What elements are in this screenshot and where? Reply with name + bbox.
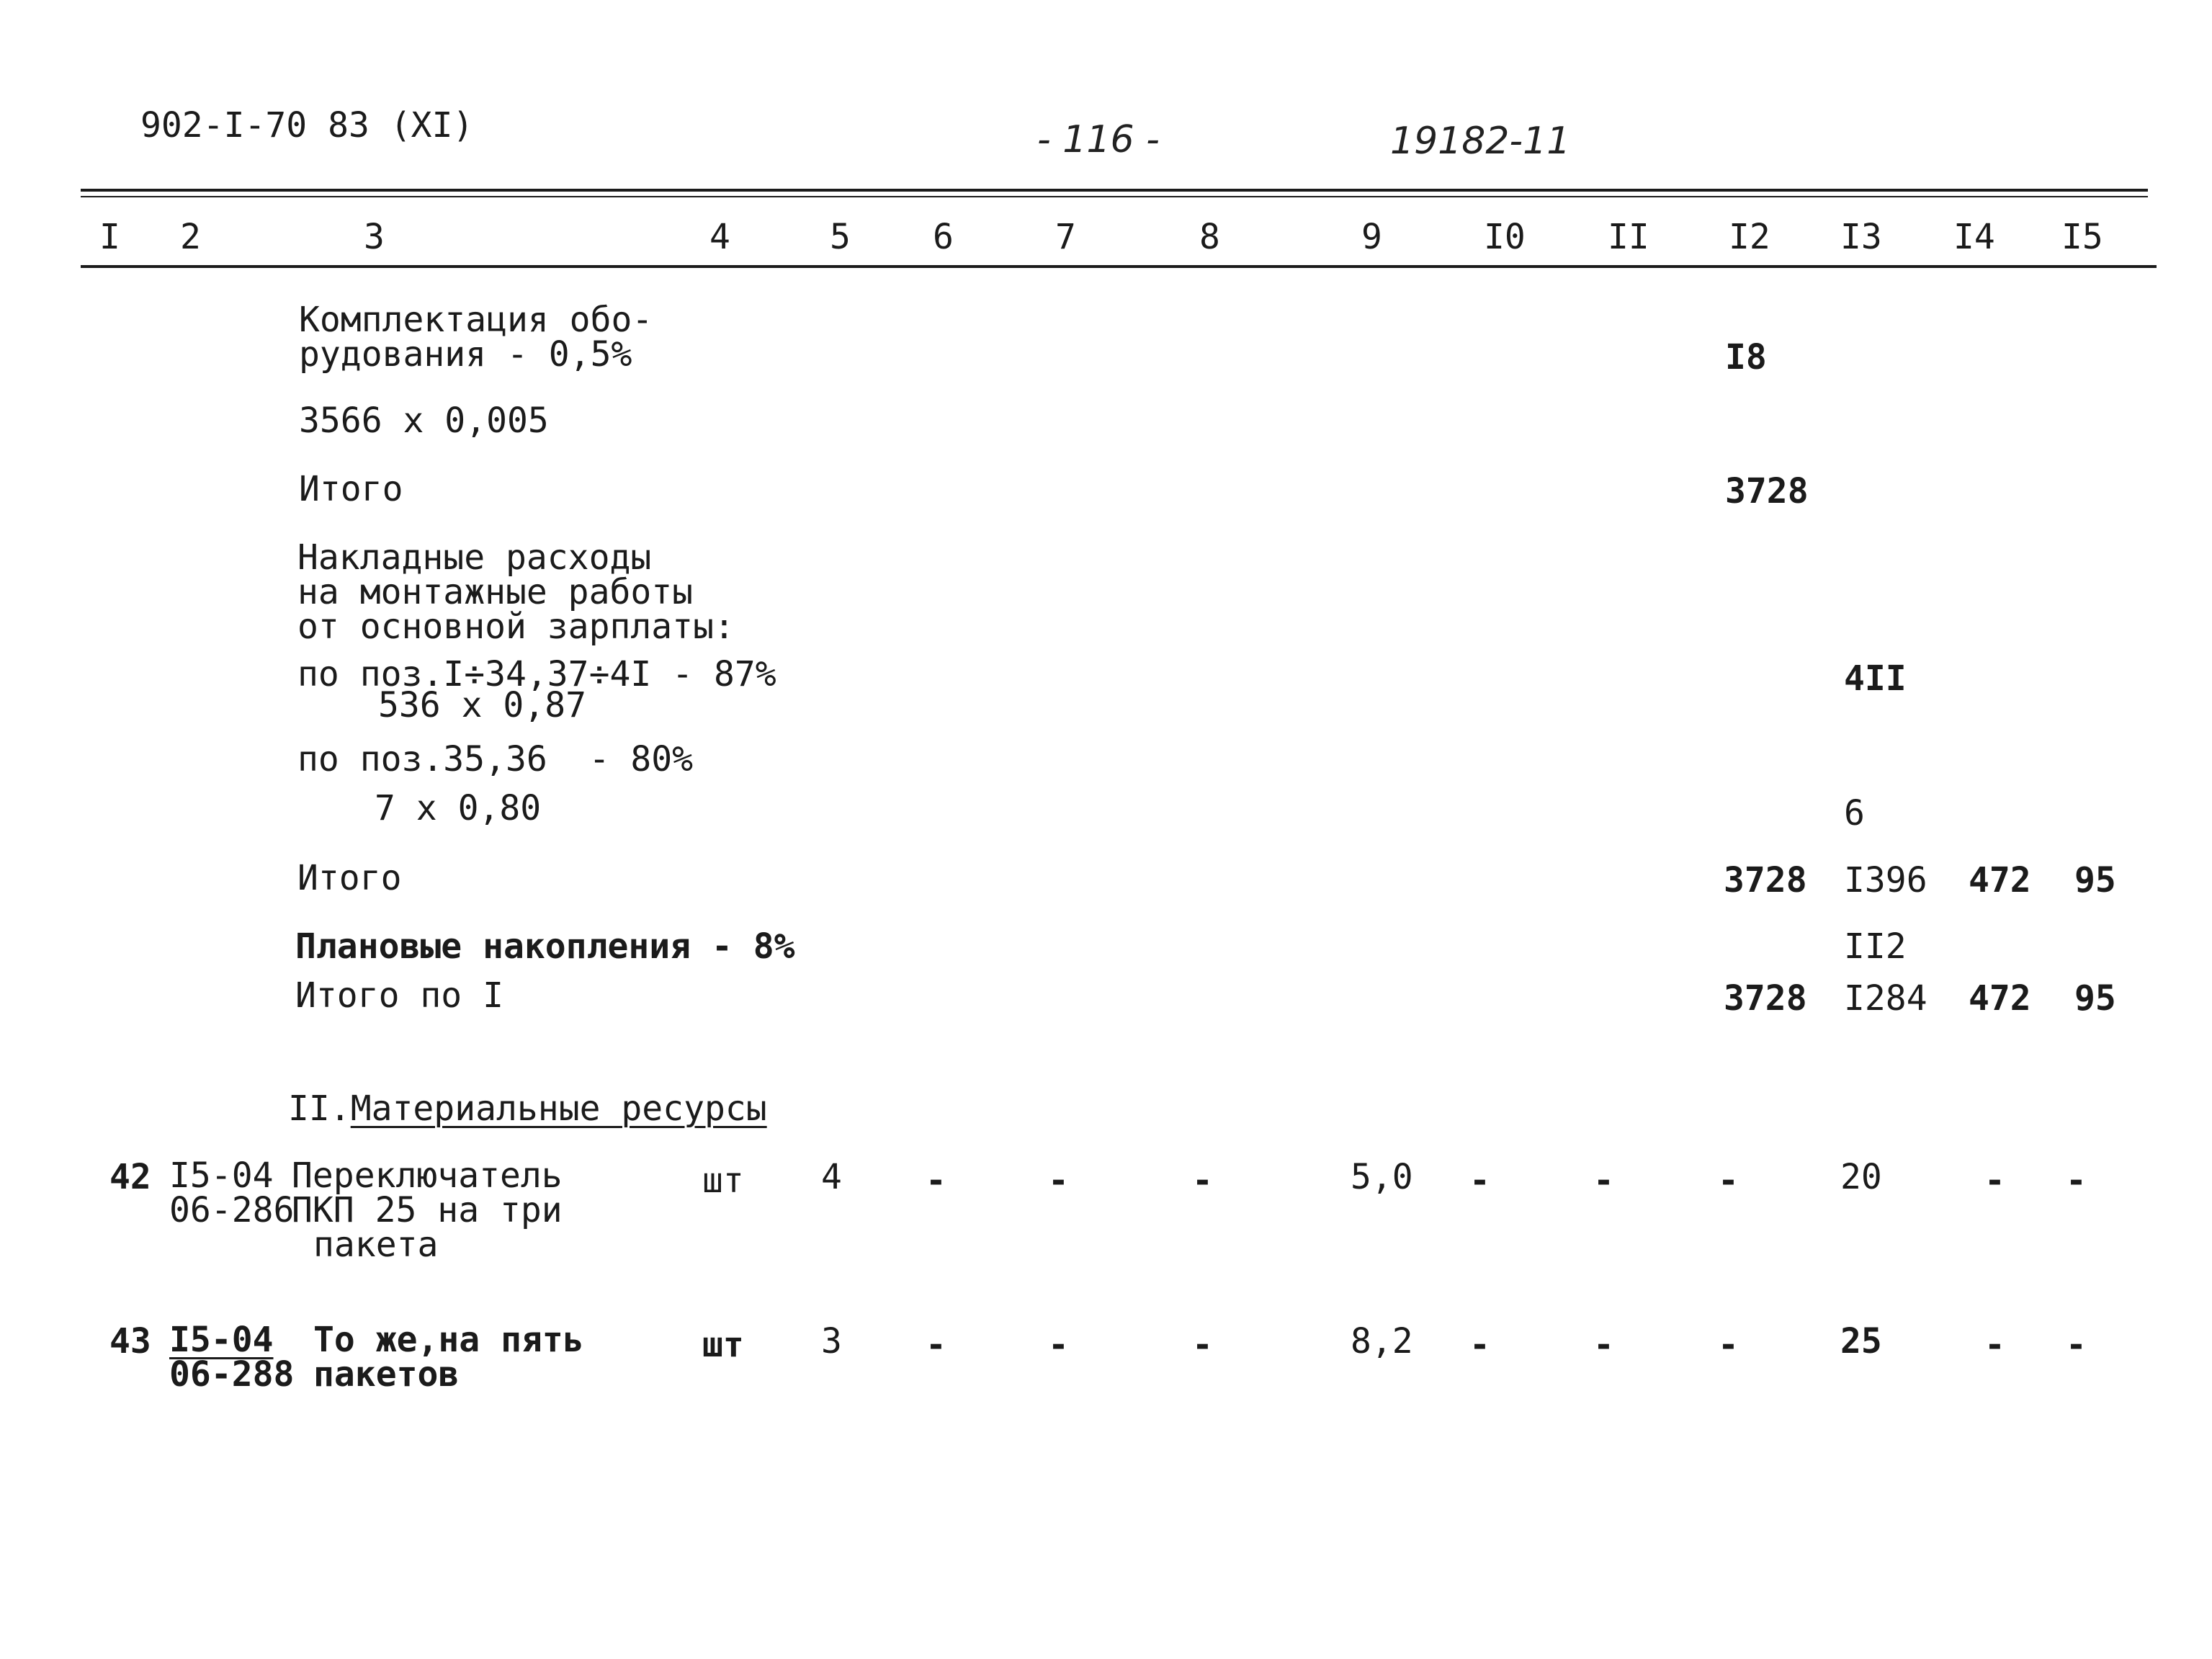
- row-col7: -: [1048, 1325, 1069, 1365]
- column-header: I4: [1953, 217, 1995, 257]
- row-col6: -: [926, 1161, 946, 1201]
- overhead-pos2-calc: 7 x 0,80: [375, 788, 542, 828]
- overhead-pos2-value: 6: [1844, 793, 1865, 833]
- subtotal-col15: 95: [2074, 860, 2116, 900]
- column-header: I3: [1840, 217, 1882, 257]
- section-total-col12: 3728: [1724, 978, 1807, 1019]
- column-header: 6: [933, 217, 954, 257]
- top-rule: [81, 189, 2148, 192]
- row-unit: шт: [702, 1325, 744, 1365]
- row-col15: -: [2066, 1161, 2087, 1201]
- section-heading: [288, 1088, 767, 1129]
- row-col8: -: [1192, 1161, 1213, 1201]
- page-number: - 116 -: [1037, 118, 1160, 161]
- section-total-col15: 95: [2074, 978, 2116, 1019]
- subtotal-col14: 472: [1969, 860, 2031, 900]
- section-total-col13: I284: [1844, 978, 1927, 1019]
- column-header: II: [1608, 217, 1649, 257]
- row-col15: -: [2066, 1325, 2087, 1365]
- column-header: 4: [709, 217, 730, 257]
- subtotal-label: Итого: [297, 858, 402, 898]
- subtotal-col12: 3728: [1724, 860, 1807, 900]
- column-header: I2: [1729, 217, 1770, 257]
- column-header: I5: [2061, 217, 2103, 257]
- row-col11: -: [1593, 1325, 1614, 1365]
- equipment-label: Комплектация обо- рудования - 0,5%: [299, 300, 653, 375]
- row-col9: 5,0: [1351, 1157, 1413, 1197]
- row-number: 43: [109, 1321, 151, 1361]
- overhead-pos1-calc: 536 x 0,87: [378, 685, 586, 725]
- section-heading-text: Материальные ресурсы: [350, 1088, 767, 1129]
- total-label: Итого: [299, 469, 403, 509]
- column-header: 5: [830, 217, 851, 257]
- section-total-label: Итого по I: [295, 975, 503, 1016]
- row-col12: -: [1718, 1325, 1739, 1365]
- row-col7: -: [1048, 1161, 1069, 1201]
- row-col8: -: [1192, 1325, 1213, 1365]
- row-unit: шт: [702, 1161, 744, 1201]
- row-col13: 25: [1840, 1321, 1882, 1361]
- row-number: 42: [109, 1157, 151, 1197]
- total-value: 3728: [1725, 471, 1809, 511]
- row-col14: -: [1984, 1161, 2005, 1201]
- row-quantity: 4: [821, 1157, 842, 1197]
- planned-savings-value: II2: [1844, 926, 1907, 967]
- row-col12: -: [1718, 1161, 1739, 1201]
- planned-savings-label: Плановые накопления - 8%: [295, 926, 795, 967]
- row-col9: 8,2: [1351, 1321, 1413, 1361]
- row-col6: -: [926, 1325, 946, 1365]
- column-header: 3: [364, 217, 385, 257]
- overhead-label: Накладные расходы на монтажные работы от основной зарплаты:: [297, 537, 735, 647]
- sheet-code: 19182-11: [1390, 120, 1571, 163]
- column-header: 2: [180, 217, 201, 257]
- document-code: 902-I-70 83 (XI): [140, 105, 474, 146]
- row-code: I5-04 06-288: [169, 1320, 295, 1395]
- overhead-pos2-label: по поз.35,36 - 80%: [297, 739, 694, 779]
- row-col10: -: [1469, 1161, 1490, 1201]
- top-rule-thin: [81, 196, 2148, 197]
- header-rule: [81, 265, 2157, 268]
- column-header: I: [99, 217, 120, 257]
- section-total-col14: 472: [1969, 978, 2031, 1019]
- subtotal-col13: I396: [1844, 860, 1927, 900]
- row-description: Переключатель ПКП 25 на три пакета: [292, 1155, 563, 1265]
- row-quantity: 3: [821, 1321, 842, 1361]
- equipment-calc: 3566 x 0,005: [299, 401, 549, 441]
- row-col11: -: [1593, 1161, 1614, 1201]
- column-header: 7: [1055, 217, 1076, 257]
- equipment-value: I8: [1725, 337, 1767, 377]
- column-header: 8: [1199, 217, 1220, 257]
- row-col10: -: [1469, 1325, 1490, 1365]
- row-description: То же,на пять пакетов: [313, 1320, 584, 1395]
- row-col13: 20: [1840, 1157, 1882, 1197]
- overhead-pos1-value: 4II: [1844, 658, 1907, 699]
- row-code: I5-04 06-286: [169, 1155, 295, 1230]
- column-header: I0: [1484, 217, 1526, 257]
- overhead-pos1-label: по поз.I÷34,37÷4I - 87%: [297, 654, 776, 694]
- section-heading-number: II.: [288, 1088, 351, 1129]
- row-col14: -: [1984, 1325, 2005, 1365]
- column-header: 9: [1361, 217, 1382, 257]
